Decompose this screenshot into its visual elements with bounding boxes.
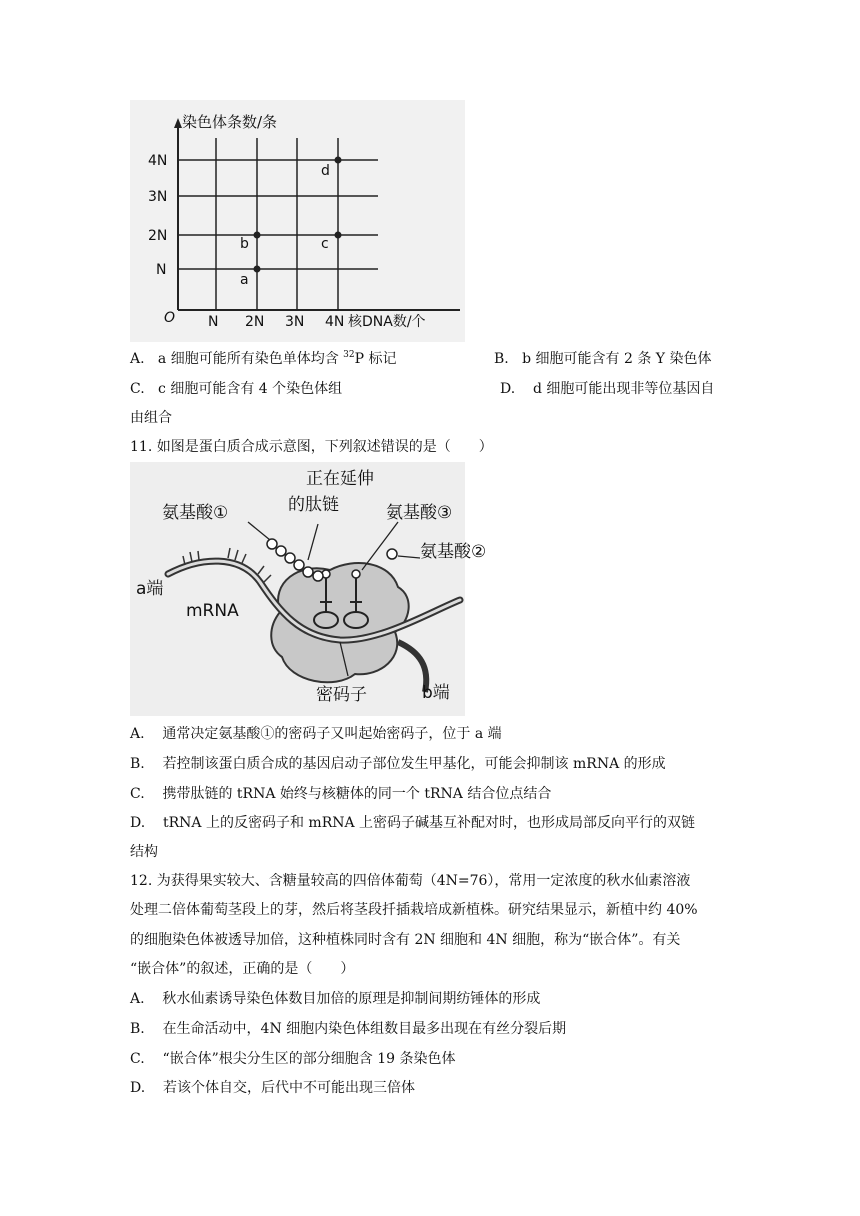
q12-stem-line-4: “嵌合体”的叙述，正确的是（ ）: [130, 961, 355, 977]
q11-option-a: [130, 724, 502, 744]
label-amino-acid-2: 氨基酸②: [420, 542, 487, 562]
option-letter: A.: [130, 351, 145, 367]
diagram-svg: [130, 462, 487, 716]
option-text: 若该个体自交，后代中不可能出现三倍体: [163, 1080, 415, 1096]
q11-option-b: [130, 754, 666, 774]
q11-option-d-continuation: 结构: [130, 844, 158, 860]
label-amino-acid-1: 氨基酸①: [162, 503, 229, 523]
q12-option-a: [130, 989, 540, 1009]
q12-stem-line-1: 12. 为获得果实较大、含糖量较高的四倍体葡萄（4N=76），常用一定浓度的秋水仙素溶液: [130, 873, 691, 889]
trna-right-end: [352, 570, 360, 578]
label-b-end: b端: [422, 683, 450, 703]
option-letter: D.: [500, 381, 516, 397]
label-amino-acid-3: 氨基酸③: [386, 503, 453, 523]
option-text: c 细胞可能含有 4 个染色体组: [158, 381, 343, 397]
y-tick-4N: 4N: [148, 153, 168, 169]
y-tick-2N: 2N: [148, 228, 168, 244]
y-axis-label: 染色体条数/条: [182, 113, 278, 131]
option-text: 通常决定氨基酸①的密码子又叫起始密码子，位于 a 端: [162, 726, 502, 742]
x-tick-2N: 2N: [245, 314, 265, 330]
option-letter: D.: [130, 815, 146, 831]
option-letter: D.: [130, 1080, 146, 1096]
q11-option-c: [130, 784, 551, 804]
amino-acid-2: [387, 549, 397, 559]
option-text: d 细胞可能出现非等位基因自: [533, 381, 715, 397]
option-letter: B.: [130, 756, 145, 772]
option-text: 在生命活动中，4N 细胞内染色体组数目最多出现在有丝分裂后期: [162, 1021, 567, 1037]
option-text: 携带肽链的 tRNA 始终与核糖体的同一个 tRNA 结合位点结合: [162, 786, 552, 802]
q10-option-c: [130, 379, 342, 399]
point-c: [335, 232, 342, 239]
q12-option-c: [130, 1049, 456, 1069]
label-codon: 密码子: [316, 685, 367, 705]
option-text: 若控制该蛋白质合成的基因启动子部位发生甲基化，可能会抑制该 mRNA 的形成: [162, 756, 666, 772]
option-letter: A.: [130, 991, 145, 1007]
label-extending-1: 正在延伸: [306, 469, 374, 489]
x-tick-3N: 3N: [285, 314, 305, 330]
y-tick-N: N: [156, 262, 167, 278]
label-mrna: mRNA: [186, 601, 239, 621]
q10-option-d: [500, 379, 714, 399]
option-letter: A.: [130, 726, 145, 742]
option-letter: B.: [130, 1021, 145, 1037]
q11-stem: 11. 如图是蛋白质合成示意图，下列叙述错误的是（ ）: [130, 439, 493, 455]
option-text: b 细胞可能含有 2 条 Y 染色体: [522, 351, 712, 367]
option-text-post: P 标记: [354, 351, 397, 367]
q10-option-d-continuation: 由组合: [130, 410, 172, 426]
x-tick-4N: 4N: [325, 314, 345, 330]
origin-label: O: [164, 310, 176, 326]
option-text: 秋水仙素诱导染色体数目加倍的原理是抑制间期纺锤体的形成: [162, 991, 541, 1007]
option-text: “嵌合体”根尖分生区的部分细胞含 19 条染色体: [162, 1051, 456, 1067]
x-tick-N: N: [208, 314, 219, 330]
q10-option-a: [130, 349, 397, 369]
y-axis-arrow: [174, 118, 182, 128]
label-extending-2: 的肽链: [288, 495, 339, 515]
option-letter: B.: [494, 351, 509, 367]
point-a: [254, 266, 261, 273]
q12-option-d: [130, 1078, 415, 1098]
q10-option-b: [494, 349, 711, 369]
option-text: tRNA 上的反密码子和 mRNA 上密码子碱基互补配对时，也形成局部反向平行的双链: [163, 815, 696, 831]
chromosome-dna-graph: [130, 100, 465, 342]
label-a-end: a端: [136, 579, 164, 599]
option-text: a 细胞可能所有染色单体均含: [157, 351, 344, 367]
q11-option-d: [130, 813, 695, 833]
option-letter: C.: [130, 786, 145, 802]
point-b-label: b: [240, 236, 249, 252]
option-letter: C.: [130, 381, 145, 397]
point-a-label: a: [240, 272, 249, 288]
protein-synthesis-diagram: [130, 462, 487, 716]
superscript-32: 32: [343, 350, 355, 360]
q12-stem-line-3: 的细胞染色体被透导加倍，这种植株同时含有 2N 细胞和 4N 细胞，称为“嵌合体”。有关: [130, 932, 681, 948]
option-letter: C.: [130, 1051, 145, 1067]
point-b: [254, 232, 261, 239]
graph-svg: [130, 100, 465, 342]
q12-option-b: [130, 1019, 566, 1039]
x-axis-label: 核DNA数/个: [348, 314, 426, 330]
q12-stem-line-2: 处理二倍体葡萄茎段上的芽，然后将茎段扦插栽培成新植株。研究结果显示，新植中约 40%: [130, 902, 698, 918]
point-d-label: d: [321, 163, 330, 179]
y-tick-3N: 3N: [148, 189, 168, 205]
point-d: [335, 157, 342, 164]
point-c-label: c: [321, 236, 329, 252]
